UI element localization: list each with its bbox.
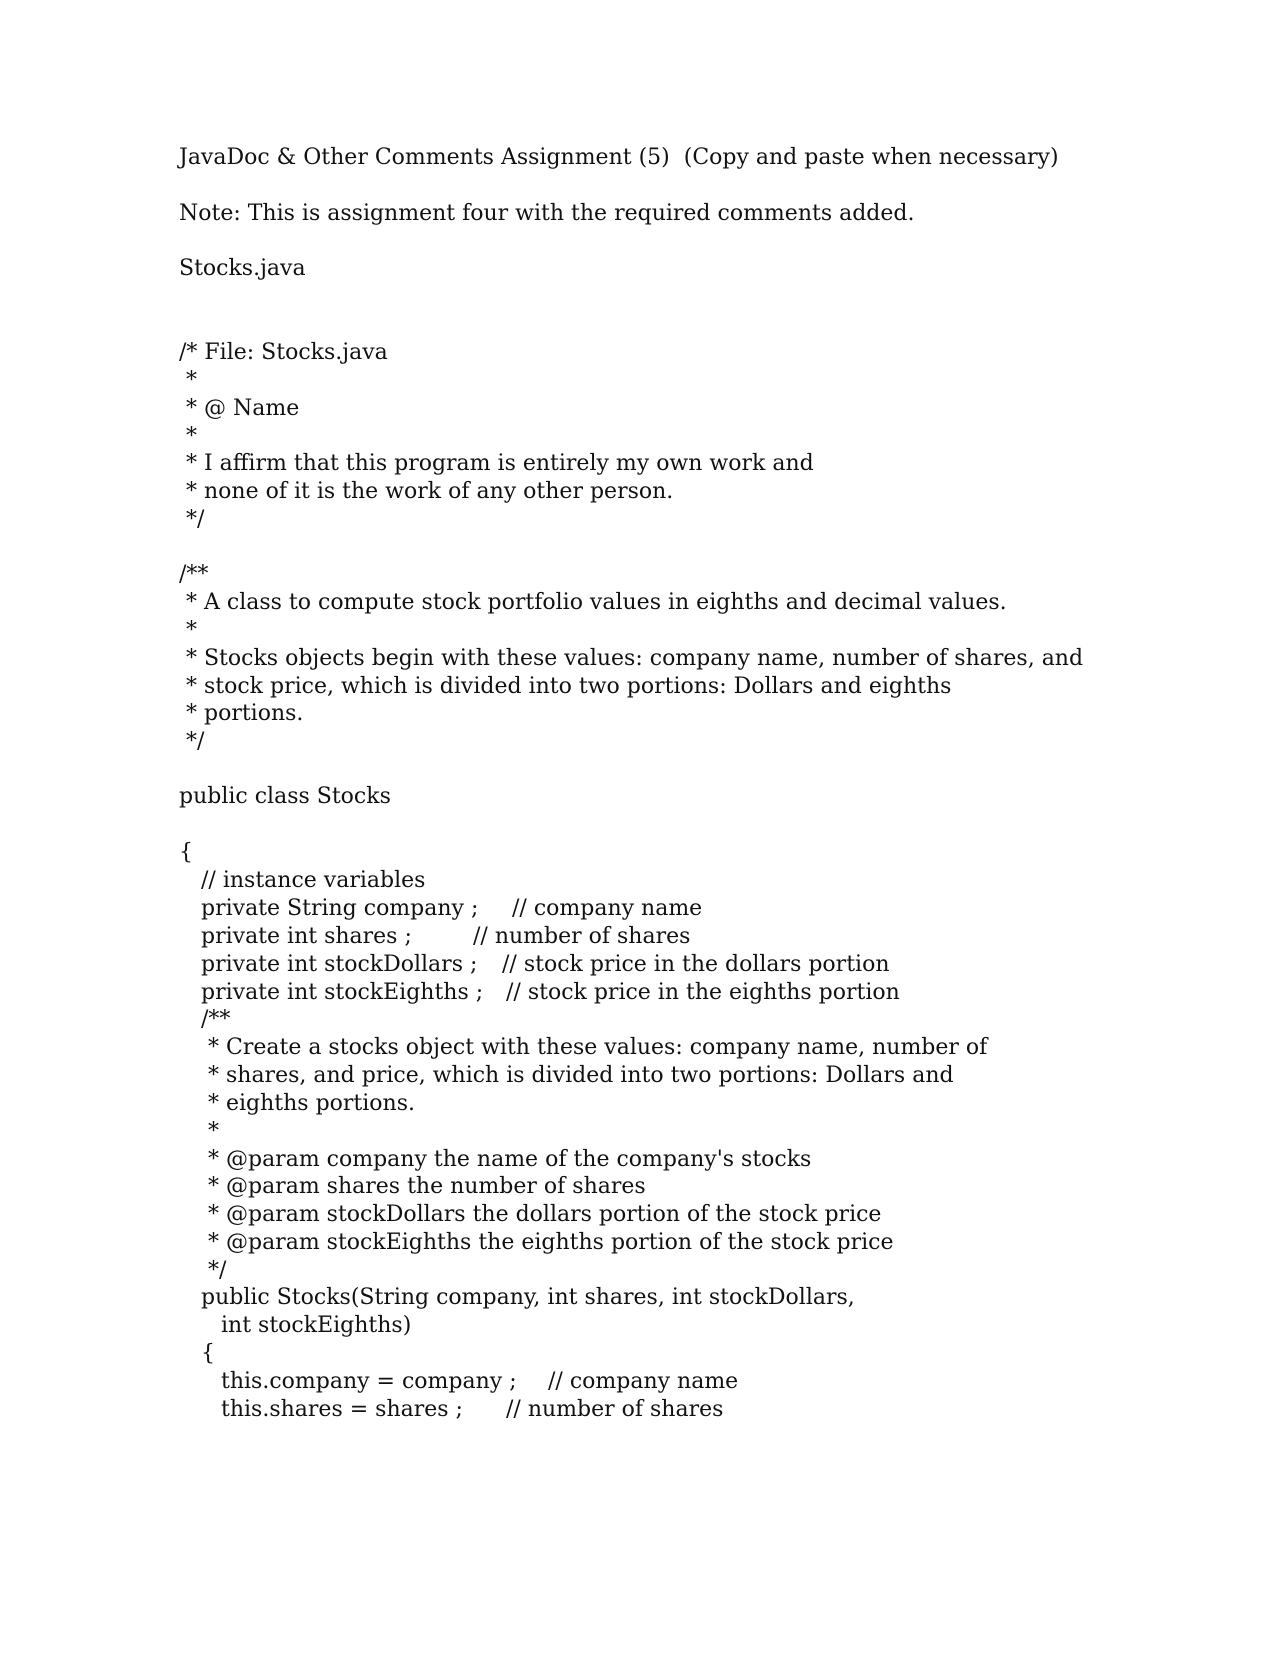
ctor-doc-blank: *	[201, 1119, 219, 1144]
header-comment-name: * @ Name	[179, 396, 300, 421]
header-comment-close: */	[179, 507, 205, 532]
ctor-doc-line: * eighths portions.	[201, 1091, 416, 1116]
ctor-doc-line: * Create a stocks object with these values: company name, number of	[201, 1035, 988, 1060]
ctor-signature: public Stocks(String company, int shares, int stockDollars,	[201, 1285, 855, 1310]
class-open-brace: {	[179, 840, 193, 865]
header-comment-affirm: * none of it is the work of any other person.	[179, 479, 674, 504]
ctor-doc-param: * @param stockEighths the eighths portion of the stock price	[201, 1230, 894, 1255]
assign-company-comment: // company name	[548, 1369, 739, 1394]
ctor-doc-param: * @param company the name of the company's stocks	[201, 1147, 812, 1172]
field-eighths-code: private int stockEighths ;	[201, 980, 484, 1005]
ctor-doc-line: * shares, and price, which is divided into two portions: Dollars and	[201, 1063, 954, 1088]
ctor-open-brace: {	[201, 1341, 215, 1366]
ctor-signature-continued: int stockEighths)	[221, 1313, 412, 1338]
document-title: JavaDoc & Other Comments Assignment (5) (Copy and paste when necessary)	[179, 145, 1059, 170]
class-doc-close: */	[179, 729, 205, 754]
header-comment-blank: *	[179, 368, 197, 393]
field-company-comment: // company name	[512, 896, 703, 921]
field-eighths-comment: // stock price in the eighths portion	[506, 980, 900, 1005]
assign-shares-comment: // number of shares	[506, 1397, 724, 1422]
field-dollars-comment: // stock price in the dollars portion	[502, 952, 890, 977]
class-doc-line: * A class to compute stock portfolio values in eighths and decimal values.	[179, 590, 1007, 615]
class-doc-open: /**	[179, 562, 209, 587]
class-doc-line: * portions.	[179, 701, 304, 726]
assign-company-code: this.company = company ;	[221, 1369, 517, 1394]
ctor-doc-param: * @param shares the number of shares	[201, 1174, 646, 1199]
fields-heading-comment: // instance variables	[201, 868, 426, 893]
class-doc-blank: *	[179, 618, 197, 643]
class-doc-line: * stock price, which is divided into two portions: Dollars and eighths	[179, 674, 952, 699]
ctor-doc-param: * @param stockDollars the dollars portion of the stock price	[201, 1202, 882, 1227]
filename-heading: Stocks.java	[179, 256, 306, 281]
class-doc-line: * Stocks objects begin with these values: company name, number of shares, and	[179, 646, 1084, 671]
note-text: Note: This is assignment four with the required comments added.	[179, 201, 915, 226]
header-comment-blank: *	[179, 424, 197, 449]
field-shares-code: private int shares ;	[201, 924, 412, 949]
field-dollars-code: private int stockDollars ;	[201, 952, 478, 977]
ctor-doc-open: /**	[201, 1007, 231, 1032]
header-comment-open: /* File: Stocks.java	[179, 340, 388, 365]
field-shares-comment: // number of shares	[473, 924, 691, 949]
header-comment-affirm: * I affirm that this program is entirely my own work and	[179, 451, 814, 476]
field-company-code: private String company ;	[201, 896, 479, 921]
ctor-doc-close: */	[201, 1258, 227, 1283]
class-declaration: public class Stocks	[179, 784, 391, 809]
assign-shares-code: this.shares = shares ;	[221, 1397, 463, 1422]
